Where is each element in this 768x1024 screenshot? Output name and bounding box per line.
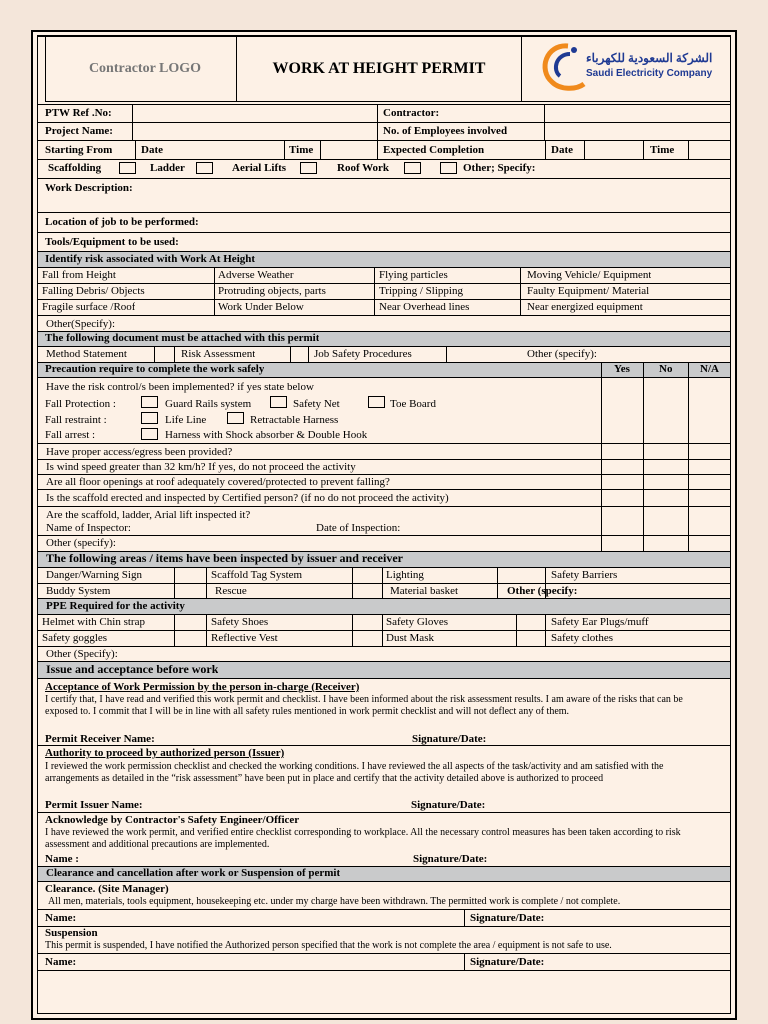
contractor-label: Contractor:	[383, 107, 440, 119]
answer-no-cell[interactable]	[644, 460, 684, 474]
insp-rescue: Rescue	[215, 585, 247, 597]
life-line-label: Life Line	[165, 414, 207, 426]
scaffolding-checkbox[interactable]	[119, 162, 136, 174]
q-wind: Is wind speed greater than 32 km/h? If yes, do not proceed the activity	[46, 461, 356, 473]
contractor-field[interactable]	[545, 105, 730, 121]
answer-na-cell[interactable]	[689, 460, 730, 474]
toe-board-checkbox[interactable]	[368, 396, 385, 408]
engineer-name-label: Name :	[45, 853, 79, 865]
issuer-statement: I reviewed the work permission checklist and checked the working conditions. I have reviewed the all aspects of the task/activity and am satisfied with the arrangements as detailed in the “risk assessment” have been put in place and certify that the activity detailed above is authorized to proceed	[45, 761, 664, 784]
issuer-signature-label: Signature/Date:	[411, 799, 486, 811]
doc-risk-assessment: Risk Assessment	[181, 348, 256, 360]
ppe-other-label: Other (Specify):	[46, 648, 118, 660]
project-name-field[interactable]	[133, 123, 376, 139]
answer-no-cell[interactable]	[644, 444, 684, 459]
answer-yes-cell[interactable]	[602, 475, 642, 489]
harness-checkbox[interactable]	[141, 428, 158, 440]
location-field[interactable]	[230, 214, 730, 231]
risk-item[interactable]: Fall from Height	[42, 269, 116, 281]
start-time-field[interactable]	[321, 141, 376, 158]
engineer-title: Acknowledge by Contractor's Safety Engineer/Officer	[45, 814, 300, 826]
guard-rails-checkbox[interactable]	[141, 396, 158, 408]
end-date-label: Date	[551, 144, 573, 156]
risk-item[interactable]: Tripping / Slipping	[379, 285, 463, 297]
answer-na-cell[interactable]	[689, 507, 730, 535]
roof-work-label: Roof Work	[337, 162, 390, 174]
clearance-name-label: Name:	[45, 912, 77, 924]
no-header: No	[659, 363, 673, 375]
q-scaffold-erected: Is the scaffold erected and inspected by Certified person? (if no do not proceed the activity)	[46, 492, 449, 504]
documents-heading: The following document must be attached with this permit	[45, 332, 320, 344]
answer-na-cell[interactable]	[689, 536, 730, 551]
doc-job-safety: Job Safety Procedures	[314, 348, 412, 360]
insp-danger-sign: Danger/Warning Sign	[46, 569, 142, 581]
answer-na-cell[interactable]	[689, 378, 730, 443]
answer-no-cell[interactable]	[644, 475, 684, 489]
insp-lighting: Lighting	[386, 569, 424, 581]
receiver-statement: I certify that, I have read and verified this work permit and checklist. I have been informed about the risk assessment results. I am aware of the risks that can be exposed to. I commit that I will be in line with all safety rules mentioned in work permit checklist and will not deflect any of them.	[45, 694, 683, 717]
na-header: N/A	[700, 363, 719, 375]
work-description-label: Work Description:	[45, 182, 133, 194]
aerial-lifts-checkbox[interactable]	[300, 162, 317, 174]
q-inspected: Are the scaffold, ladder, Arial lift inspected it?	[46, 509, 251, 521]
insp-other: Other (specify:	[507, 585, 578, 597]
retractable-label: Retractable Harness	[250, 414, 339, 426]
answer-yes-cell[interactable]	[602, 490, 642, 506]
ladder-label: Ladder	[150, 162, 185, 174]
ppe-goggles: Safety goggles	[42, 632, 108, 644]
ppe-heading: PPE Required for the activity	[46, 600, 185, 612]
clearance-statement: All men, materials, tools equipment, housekeeping etc. under my charge have been withdrawn. The permitted work is complete / not complete.	[48, 896, 621, 907]
end-time-label: Time	[650, 144, 675, 156]
issuer-title: Authority to proceed by authorized person (Issuer)	[45, 747, 285, 759]
q-risk-control: Have the risk control/s been implemented? if yes state below	[46, 381, 314, 393]
ladder-checkbox[interactable]	[196, 162, 213, 174]
end-time-field[interactable]	[689, 141, 730, 158]
expected-completion-label: Expected Completion	[383, 144, 485, 156]
aerial-lifts-label: Aerial Lifts	[232, 162, 287, 174]
doc-method-statement: Method Statement	[46, 348, 127, 360]
answer-yes-cell[interactable]	[602, 378, 642, 443]
insp-material-basket: Material basket	[390, 585, 459, 597]
inspector-name-label: Name of Inspector:	[46, 522, 131, 534]
answer-na-cell[interactable]	[689, 475, 730, 489]
receiver-title: Acceptance of Work Permission by the person in-charge (Receiver)	[45, 681, 360, 693]
ppe-shoes: Safety Shoes	[211, 616, 269, 628]
clearance-signature-label: Signature/Date:	[470, 912, 545, 924]
risk-item[interactable]: Protruding objects, parts	[218, 285, 326, 297]
clearance-title: Clearance. (Site Manager)	[45, 883, 169, 895]
company-name-english: Saudi Electricity Company	[586, 68, 713, 79]
starting-from-label: Starting From	[45, 144, 113, 156]
tools-field[interactable]	[210, 234, 730, 250]
insp-safety-barriers: Safety Barriers	[551, 569, 618, 581]
engineer-signature-label: Signature/Date:	[413, 853, 488, 865]
toe-board-label: Toe Board	[390, 398, 436, 410]
risk-item[interactable]: Flying particles	[379, 269, 448, 281]
start-date-label: Date	[141, 144, 163, 156]
fall-protection-label: Fall Protection :	[45, 398, 116, 410]
page-title: WORK AT HEIGHT PERMIT	[272, 60, 486, 77]
inspected-heading: The following areas / items have been inspected by issuer and receiver	[46, 552, 403, 565]
answer-yes-cell[interactable]	[602, 507, 642, 535]
precaution-heading: Precaution require to complete the work safely	[45, 363, 265, 375]
tools-label: Tools/Equipment to be used:	[45, 236, 179, 248]
life-line-checkbox[interactable]	[141, 412, 158, 424]
work-description-field[interactable]	[150, 180, 730, 210]
issuer-name-label: Permit Issuer Name:	[45, 799, 143, 811]
scaffolding-label: Scaffolding	[48, 162, 102, 174]
contractor-logo-placeholder: Contractor LOGO	[88, 61, 202, 76]
fall-arrest-label: Fall arrest :	[45, 429, 96, 441]
project-name-label: Project Name:	[45, 125, 113, 137]
retractable-checkbox[interactable]	[227, 412, 244, 424]
ppe-ear-plugs: Safety Ear Plugs/muff	[551, 616, 649, 628]
safety-net-label: Safety Net	[293, 398, 340, 410]
answer-na-cell[interactable]	[689, 490, 730, 506]
employees-label: No. of Employees involved	[383, 125, 508, 137]
ptw-ref-field[interactable]	[133, 105, 376, 121]
other-work-label: Other; Specify:	[463, 162, 536, 174]
answer-yes-cell[interactable]	[602, 444, 642, 459]
ppe-vest: Reflective Vest	[211, 632, 278, 644]
sec-logo-icon	[538, 40, 588, 94]
ppe-clothes: Safety clothes	[551, 632, 614, 644]
ppe-dust-mask: Dust Mask	[386, 632, 434, 644]
end-date-field[interactable]	[585, 141, 642, 158]
issue-heading: Issue and acceptance before work	[46, 663, 219, 676]
ptw-ref-label: PTW Ref .No:	[45, 107, 112, 119]
suspension-signature-label: Signature/Date:	[470, 956, 545, 968]
risk-other-label: Other(Specify):	[46, 318, 116, 330]
roof-work-checkbox[interactable]	[404, 162, 421, 174]
risk-item[interactable]: Work Under Below	[218, 301, 304, 313]
harness-label: Harness with Shock absorber & Double Hook	[165, 429, 368, 441]
q-floor-openings: Are all floor openings at roof adequately covered/protected to prevent falling?	[46, 476, 390, 488]
location-label: Location of job to be performed:	[45, 216, 199, 228]
company-name-arabic: الشركة السعودية للكهرباء	[586, 52, 713, 65]
risk-section-heading: Identify risk associated with Work At Height	[45, 253, 256, 265]
answer-no-cell[interactable]	[644, 378, 684, 443]
clearance-heading: Clearance and cancellation after work or Suspension of permit	[46, 867, 341, 879]
receiver-name-label: Permit Receiver Name:	[45, 733, 155, 745]
risk-item[interactable]: Moving Vehicle/ Equipment	[527, 269, 652, 281]
risk-item[interactable]: Fragile surface /Roof	[42, 301, 136, 313]
ppe-gloves: Safety Gloves	[386, 616, 449, 628]
suspension-title: Suspension	[45, 927, 98, 939]
ppe-helmet: Helmet with Chin strap	[42, 616, 145, 628]
start-date-field[interactable]	[170, 141, 283, 158]
engineer-statement: I have reviewed the work permit, and verified entire checklist corresponding to workplace. All the necessary control measures has been taken according to risk assessment and additional precautions are implemented.	[45, 827, 681, 850]
answer-yes-cell[interactable]	[602, 536, 642, 551]
other-work-checkbox[interactable]	[440, 162, 457, 174]
employees-field[interactable]	[545, 123, 730, 139]
insp-buddy-system: Buddy System	[46, 585, 111, 597]
start-time-label: Time	[289, 144, 314, 156]
fall-restraint-label: Fall restraint :	[45, 414, 107, 426]
risk-item[interactable]: Adverse Weather	[218, 269, 294, 281]
answer-yes-cell[interactable]	[602, 460, 642, 474]
risk-item[interactable]: Near Overhead lines	[379, 301, 470, 313]
suspension-name-label: Name:	[45, 956, 77, 968]
answer-no-cell[interactable]	[644, 536, 684, 551]
risk-item[interactable]: Falling Debris/ Objects	[42, 285, 145, 297]
inspection-date-label: Date of Inspection:	[316, 522, 401, 534]
q-access: Have proper access/egress been provided?	[46, 446, 233, 458]
guard-rails-label: Guard Rails system	[165, 398, 252, 410]
insp-scaffold-tag: Scaffold Tag System	[211, 569, 303, 581]
doc-other: Other (specify):	[527, 348, 597, 360]
suspension-statement: This permit is suspended, I have notified the Authorized person specified that the work is not complete the area / equipment is not safe to use.	[45, 940, 612, 951]
yes-header: Yes	[614, 363, 630, 375]
risk-item[interactable]: Faulty Equipment/ Material	[527, 285, 650, 297]
answer-no-cell[interactable]	[644, 490, 684, 506]
risk-item[interactable]: Near energized equipment	[527, 301, 643, 313]
receiver-signature-label: Signature/Date:	[412, 733, 487, 745]
answer-no-cell[interactable]	[644, 507, 684, 535]
precaution-other-label: Other (specify):	[46, 537, 116, 549]
safety-net-checkbox[interactable]	[270, 396, 287, 408]
answer-na-cell[interactable]	[689, 444, 730, 459]
